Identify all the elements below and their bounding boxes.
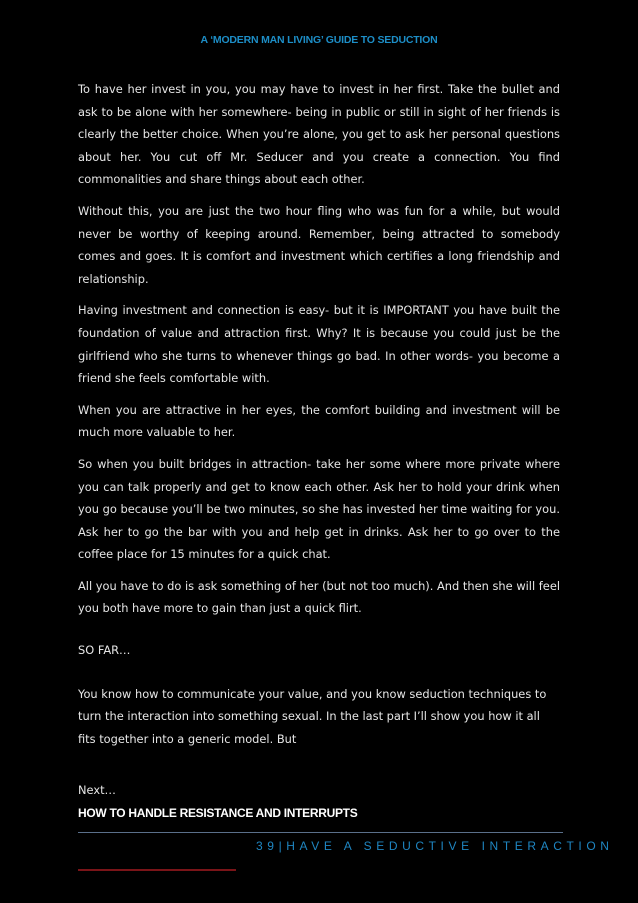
- summary-block: [78, 683, 560, 751]
- page-body: [78, 78, 560, 820]
- paragraph: Having investment and connection is easy- but it is IMPORTANT you have built the foundation of value and attraction first. Why? It is because you could just be the girlfriend who she turns to whenever things go bad. In other words- you become a friend she feels comfortable with.: [78, 303, 560, 386]
- summary-line: fits together into a generic model. But: [78, 731, 297, 746]
- summary-line: turn the interaction into something sexual. In the last part I’ll show you how it all: [78, 709, 540, 724]
- next-section-heading: HOW TO HANDLE RESISTANCE AND INTERRUPTS: [78, 806, 358, 821]
- page-number: 39: [256, 839, 279, 853]
- paragraph: To have her invest in you, you may have to invest in her first. Take the bullet and ask to be alone with her somewhere- being in public or still in sight of her friends is clearly the better choice. When you’re alone, you get to ask her personal questions about her. You cut off Mr. Seducer and you create a connection. You find commonalities and share things about each other.: [78, 82, 560, 187]
- paragraph: When you are attractive in her eyes, the comfort building and investment will be much more valuable to her.: [78, 402, 560, 440]
- so-far-label: SO FAR…: [78, 643, 131, 658]
- summary-line: You know how to communicate your value, and you know seduction techniques to: [78, 686, 547, 701]
- footer-separator: |: [278, 839, 287, 853]
- footer-accent-line: [78, 869, 236, 871]
- chapter-title: HAVE A SEDUCTIVE INTERACTION: [286, 839, 614, 853]
- footer-divider: [78, 832, 563, 833]
- page-footer: [256, 839, 614, 853]
- running-header: A ‘MODERN MAN LIVING’ GUIDE TO SEDUCTION: [200, 34, 438, 46]
- next-label: Next…: [78, 783, 116, 798]
- paragraph: Without this, you are just the two hour fling who was fun for a while, but would never be worthy of keeping around. Remember, being attracted to somebody comes and goes. It is comfort and investment which certifies a long friendship and relationship.: [78, 203, 560, 286]
- paragraph: So when you built bridges in attraction- take her some where more private where you can talk properly and get to know each other. Ask her to hold your drink when you go because you’ll be two minutes, so she has invested her time waiting for you. Ask her to go the bar with you and help get in drinks. Ask her to go over to the coffee place for 15 minutes for a quick chat.: [78, 456, 560, 562]
- paragraph: All you have to do is ask something of her (but not too much). And then she will feel you both have more to gain than just a quick flirt.: [78, 578, 560, 616]
